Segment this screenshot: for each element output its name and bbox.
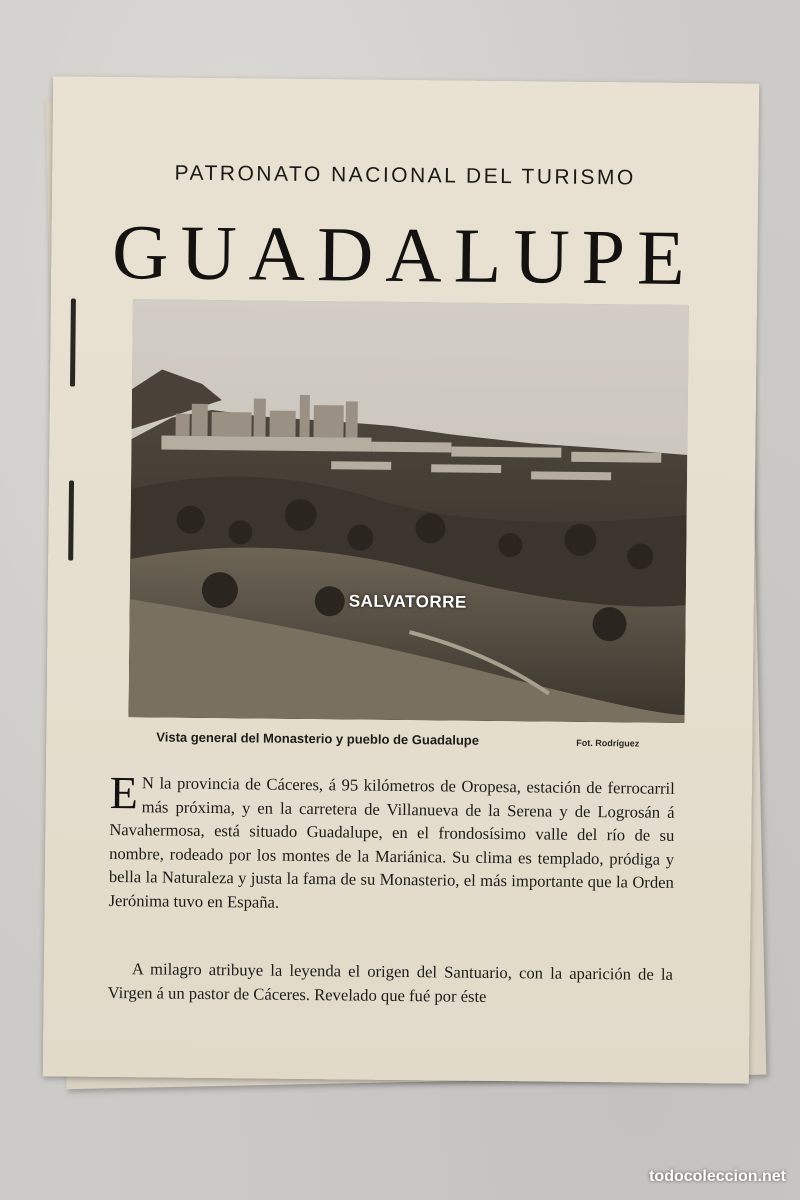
landscape-photo-drawing xyxy=(129,299,689,723)
site-watermark: todocoleccion.net xyxy=(649,1168,786,1185)
second-paragraph: A milagro atribuye la leyenda el origen del Santuario, con la aparición de la Virgen á un pastor de Cáceres. Revelado que fué por éste xyxy=(107,959,673,1006)
binding-staple xyxy=(68,481,74,561)
booklet-cover xyxy=(43,76,759,1083)
publisher-heading: PATRONATO NACIONAL DEL TURISMO xyxy=(174,161,636,190)
intro-paragraph xyxy=(108,766,675,918)
monastery-photo xyxy=(129,299,689,723)
photo-credit: Fot. Rodríguez xyxy=(576,737,640,749)
intro-paragraph-text: N la provincia de Cáceres, á 95 kilómetros de Oropesa, estación de ferrocarril más próxima, y en la carretera de Villanueva de la Serena y de Logrosán á Navahermosa, está situado Guadalupe, en el frondosísimo valle del río de su nombre, rodeado por los montes de la Mariánica. Su clima es templado, pródiga y bella la Naturaleza y justa la fama de su Monasterio, el más importante que la Orden Jerónima tuvo en España. xyxy=(108,773,675,912)
photo-watermark: SALVATORRE xyxy=(348,591,467,612)
drop-cap: E xyxy=(109,766,139,819)
photo-caption: Vista general del Monasterio y pueblo de Guadalupe xyxy=(156,729,480,748)
binding-staple xyxy=(70,299,76,387)
booklet-title: GUADALUPE xyxy=(111,207,698,302)
